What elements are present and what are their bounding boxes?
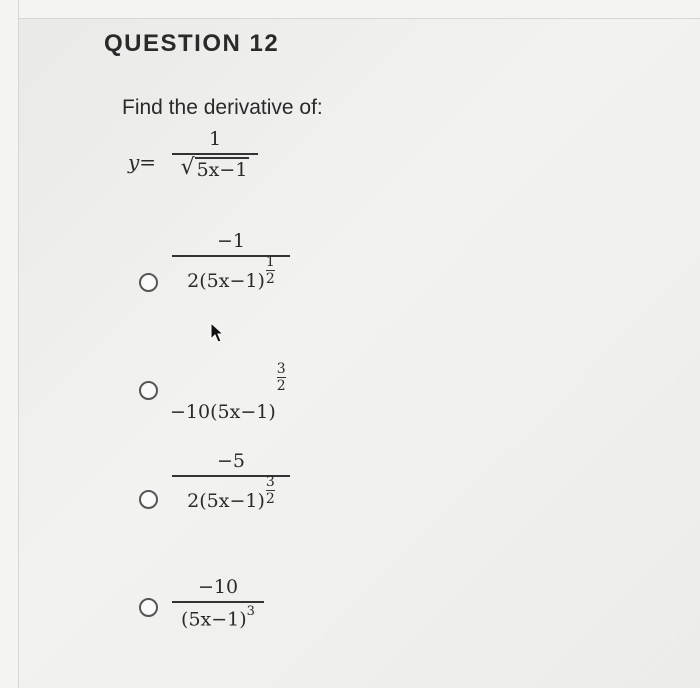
option-1-fraction [172, 230, 290, 292]
radio-button-option-3[interactable] [139, 490, 158, 509]
option-2-base: −10(5x−1) [170, 401, 276, 423]
option-1-numerator: −1 [216, 230, 245, 252]
function-lhs: y= [128, 150, 157, 174]
radio-button-option-2[interactable] [139, 381, 158, 400]
function-radicand: 5x−1 [196, 159, 248, 181]
function-fraction [172, 128, 258, 181]
option-4-numerator: −10 [197, 576, 239, 598]
mouse-cursor-icon [209, 322, 225, 344]
option-4-exponent: 3 [246, 604, 255, 619]
radio-button-option-1[interactable] [139, 273, 158, 292]
option-3-numerator: −5 [216, 450, 245, 472]
question-title: QUESTION 12 [104, 30, 280, 57]
option-1-exponent: $\frac{1}{2}$ [265, 254, 275, 287]
window-frame-top [0, 0, 700, 19]
window-frame-left [0, 0, 19, 688]
option-2-exponent: $\frac{3}{2}$ [276, 361, 286, 394]
option-1-base: 2(5x−1) [187, 270, 265, 292]
option-3-exponent: $\frac{3}{2}$ [265, 474, 275, 507]
option-4-base: (5x−1) [181, 608, 247, 631]
radio-button-option-4[interactable] [139, 598, 158, 617]
option-3-base: 2(5x−1) [187, 490, 265, 512]
sqrt-symbol: √ 5x−1 [180, 155, 248, 181]
option-3-fraction [172, 450, 290, 512]
option-2-expression [170, 361, 286, 423]
option-4-fraction [172, 576, 264, 630]
question-prompt: Find the derivative of: [122, 96, 323, 119]
function-numerator: 1 [208, 128, 222, 150]
